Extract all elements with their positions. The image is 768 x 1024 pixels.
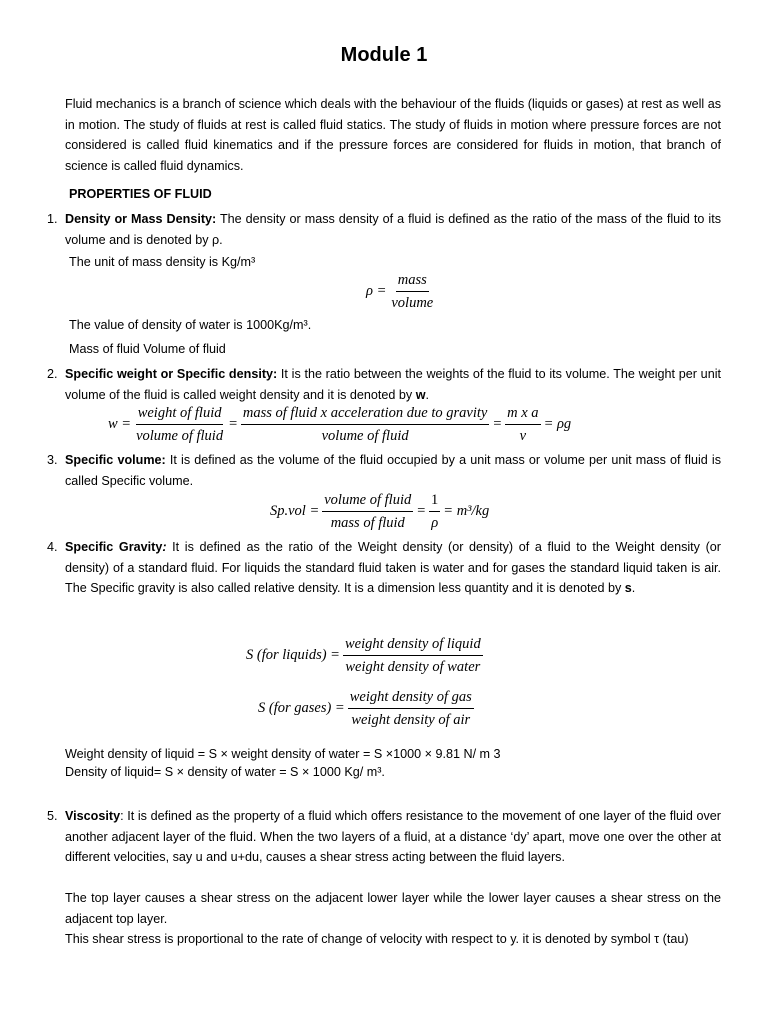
density-unit-text: The unit of mass density is Kg/m³ bbox=[69, 255, 256, 269]
item-number: 2. bbox=[47, 367, 58, 381]
numerator: mass bbox=[396, 271, 429, 292]
item-number: 5. bbox=[47, 809, 58, 823]
denominator: volume of fluid bbox=[136, 428, 224, 444]
specific-weight-heading: Specific weight or Specific density: bbox=[65, 367, 278, 381]
numerator: weight density of liquid bbox=[343, 635, 483, 656]
numerator: 1 bbox=[429, 491, 440, 512]
numerator: volume of fluid bbox=[322, 491, 413, 512]
fraction bbox=[134, 404, 225, 445]
symbol-s: s bbox=[624, 581, 632, 595]
denominator: v bbox=[519, 428, 527, 444]
page-title: Module 1 bbox=[340, 44, 428, 66]
numerator: mass of fluid x acceleration due to gravity bbox=[241, 404, 489, 425]
specific-volume-text: It is defined as the volume of the fluid occupied by a unit mass or volume per unit mass of fluid is called Specific volume. bbox=[65, 453, 721, 488]
equation-lhs: w = bbox=[108, 416, 132, 432]
water-density-text: The value of density of water is 1000Kg/m³. bbox=[69, 318, 312, 332]
specific-gravity-paragraph bbox=[65, 537, 721, 599]
item-number: 3. bbox=[47, 453, 58, 467]
numerator: weight of fluid bbox=[136, 404, 224, 425]
specific-weight-text: It is the ratio between the weights of the fluid to its volume. The weight per unit volume of the fluid is called weight density and it is denoted by bbox=[65, 367, 721, 402]
specific-gravity-gases-equation bbox=[258, 688, 477, 729]
denominator: weight density of air bbox=[351, 712, 471, 728]
fraction bbox=[505, 404, 540, 445]
specific-volume-paragraph bbox=[65, 450, 721, 491]
specific-gravity-heading: Specific Gravity bbox=[65, 540, 163, 554]
equals-sign: = bbox=[228, 416, 238, 432]
denominator: volume of fluid bbox=[321, 428, 409, 444]
specific-weight-paragraph bbox=[65, 364, 721, 405]
fraction bbox=[389, 271, 435, 312]
specific-gravity-liquids-equation bbox=[246, 635, 486, 676]
equation-rhs: = ρg bbox=[543, 416, 572, 432]
viscosity-heading: Viscosity bbox=[65, 809, 121, 823]
weight-density-liquid-text: Weight density of liquid = S × weight density of water = S ×1000 × 9.81 N/ m 3 bbox=[65, 747, 501, 761]
fraction bbox=[343, 635, 483, 676]
denominator: weight density of water bbox=[345, 659, 481, 675]
density-paragraph bbox=[65, 209, 721, 250]
specific-volume-equation bbox=[270, 491, 489, 532]
fraction bbox=[429, 491, 440, 532]
density-heading: Density or Mass Density: bbox=[65, 212, 217, 226]
intro-paragraph: Fluid mechanics is a branch of science which deals with the behaviour of the fluids (liquids or gases) at rest as well as in motion. The study of fluids at rest is called fluid statics. The study of fluids in motion where pressure forces are not considered is called fluid kinematics and if the pressure forces are considered for fluids in motion, that branch of science is called fluid dynamics. bbox=[65, 97, 721, 173]
fraction bbox=[348, 688, 474, 729]
viscosity-paragraph-2: The top layer causes a shear stress on the adjacent lower layer while the lower layer causes a shear stress on the adjacent top layer. bbox=[65, 891, 721, 926]
equals-sign: = bbox=[492, 416, 503, 432]
equation-lhs: S (for liquids) = bbox=[246, 647, 340, 663]
viscosity-text: : It is defined as the property of a fluid which offers resistance to the movement of one layer of the fluid over another adjacent layer of the fluid. When the two layers of a fluid, at a distance ‘dy’ apart, move one over the other at different velocities, say u and u+du, causes a shear stress acting between the fluid layers. bbox=[65, 809, 721, 864]
density-equation bbox=[366, 271, 438, 312]
period: . bbox=[425, 387, 430, 402]
density-liquid-text: Density of liquid= S × density of water = S × 1000 Kg/ m³. bbox=[65, 765, 385, 779]
numerator: m x a bbox=[505, 404, 540, 425]
fraction bbox=[241, 404, 489, 445]
specific-volume-heading: Specific volume: bbox=[65, 453, 166, 467]
denominator: volume bbox=[391, 295, 434, 311]
item-number: 4. bbox=[47, 540, 58, 554]
period: . bbox=[631, 581, 636, 595]
symbol-w: w bbox=[415, 387, 426, 402]
colon: : bbox=[162, 540, 167, 554]
numerator: weight density of gas bbox=[348, 688, 474, 709]
specific-weight-equation bbox=[108, 404, 571, 445]
mass-volume-text: Mass of fluid Volume of fluid bbox=[69, 342, 226, 356]
specific-gravity-text: It is defined as the ratio of the Weight density (or density) of a fluid to the Weight density (or density) of a standard fluid. For liquids the standard fluid taken is water and for gases the standard liquid taken is air. The Specific gravity is also called relative density. It is a dimension less quantity and it is denoted by bbox=[65, 540, 721, 595]
equals-sign: = bbox=[416, 503, 427, 519]
density-text: The density or mass density of a fluid is defined as the ratio of the mass of the fluid to its volume and is denoted by ρ. bbox=[65, 212, 721, 247]
section-heading: PROPERTIES OF FLUID bbox=[69, 187, 212, 201]
equation-lhs: S (for gases) = bbox=[258, 700, 345, 716]
viscosity-paragraph bbox=[65, 806, 721, 868]
equation-lhs: Sp.vol = bbox=[270, 503, 320, 519]
equation-rhs: = m³/kg bbox=[443, 503, 490, 519]
item-number: 1. bbox=[47, 212, 58, 226]
equation-lhs: ρ = bbox=[366, 283, 387, 299]
denominator: ρ bbox=[431, 515, 439, 531]
viscosity-paragraph-3: This shear stress is proportional to the rate of change of velocity with respect to y. it is denoted by symbol τ (tau) bbox=[65, 932, 689, 946]
denominator: mass of fluid bbox=[330, 515, 405, 531]
fraction bbox=[322, 491, 413, 532]
